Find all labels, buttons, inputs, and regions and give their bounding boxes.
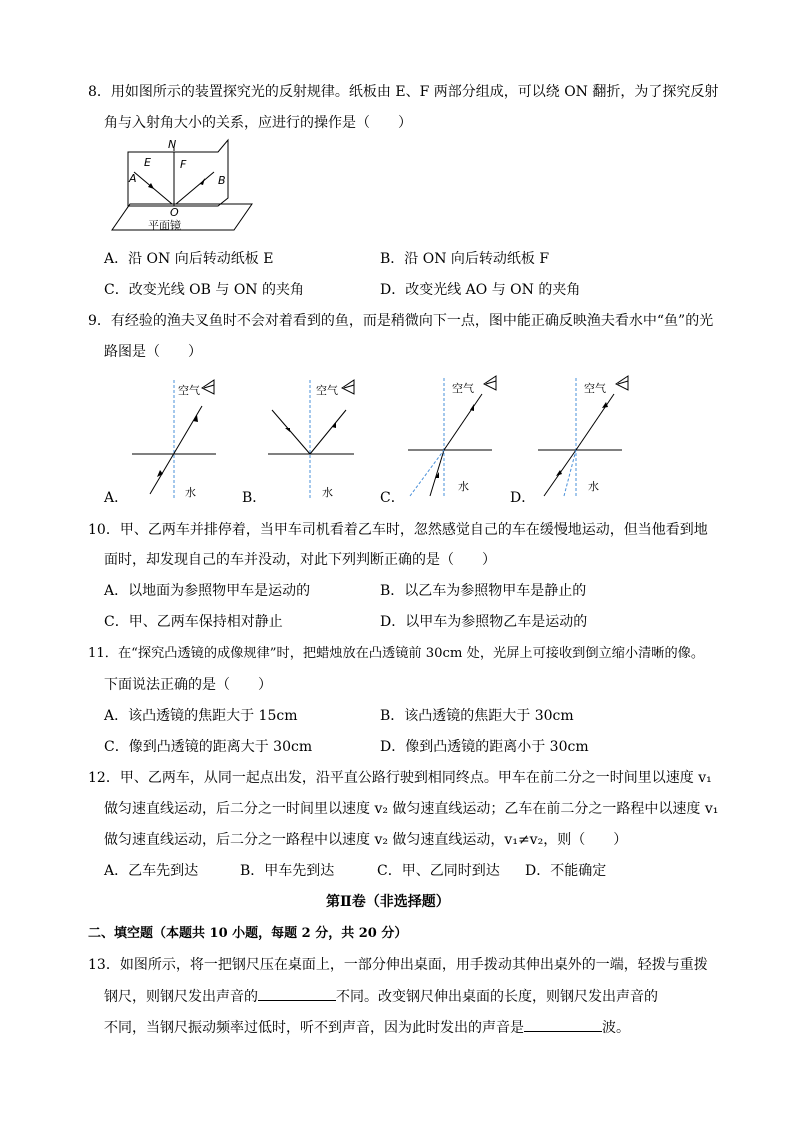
fig9c-eye-icon bbox=[484, 376, 496, 390]
fig8-B: B bbox=[218, 174, 226, 187]
part-heading: 二、填空题（本题共 10 小题，每题 2 分，共 20 分） bbox=[88, 926, 408, 941]
q9-figure-c-letter: C． bbox=[380, 490, 405, 506]
q9-figure-d-letter: D． bbox=[510, 490, 536, 506]
q13-stem-line3 bbox=[104, 1017, 630, 1038]
fig9a-air: 空气 bbox=[178, 384, 200, 397]
q13-blank-2[interactable] bbox=[524, 1017, 602, 1032]
q13-line2-part2: 不同。改变钢尺伸出桌面的长度，则钢尺发出声音的 bbox=[336, 989, 658, 1005]
q8-option-a: A．沿 ON 向后转动纸板 E bbox=[104, 251, 274, 267]
q9-figure-c bbox=[404, 372, 504, 500]
q9-figure-a-letter: A． bbox=[104, 490, 129, 506]
q12-option-b: B．甲车先到达 bbox=[240, 863, 335, 879]
q10-stem-line2: 面时，却发现自己的车并没动，对此下列判断正确的是（ ） bbox=[104, 552, 496, 568]
fig8-N: N bbox=[168, 138, 177, 151]
q11-stem-line2: 下面说法正确的是（ ） bbox=[104, 677, 272, 693]
q9-figure-a bbox=[130, 374, 220, 500]
q13-line3-part2: 波。 bbox=[602, 1020, 630, 1036]
fig9d-eye-icon bbox=[616, 376, 628, 390]
q11-option-c: C．像到凸透镜的距离大于 30cm bbox=[104, 739, 313, 755]
q13-stem-line1: 13．如图所示，将一把钢尺压在桌面上，一部分伸出桌面，用手拨动其伸出桌外的一端，轻拨与重拨 bbox=[88, 957, 708, 973]
q9-stem-line2: 路图是（ ） bbox=[104, 344, 202, 360]
q8-reflection-figure bbox=[110, 138, 260, 240]
fig8-F: F bbox=[180, 158, 187, 171]
fig9d-air: 空气 bbox=[584, 382, 606, 395]
fig8-A: A bbox=[129, 172, 137, 185]
fig8-mirror-label: 平面镜 bbox=[148, 219, 181, 232]
fig9b-water: 水 bbox=[322, 486, 333, 499]
q8-stem-line2: 角与入射角大小的关系，应进行的操作是（ ） bbox=[104, 115, 412, 131]
q13-blank-1[interactable] bbox=[258, 986, 336, 1001]
q12-option-c: C．甲、乙同时到达 bbox=[377, 863, 500, 879]
q8-stem-line1: 8．用如图所示的装置探究光的反射规律。纸板由 E、F 两部分组成，可以绕 ON 翻折，为了探究反射 bbox=[88, 84, 719, 100]
fig9a-eye-icon bbox=[202, 380, 214, 394]
fig9b-eye-icon bbox=[342, 380, 354, 394]
q13-line2-part1: 钢尺，则钢尺发出声音的 bbox=[104, 989, 258, 1005]
q9-figure-d bbox=[534, 372, 634, 500]
fig9c-air: 空气 bbox=[452, 382, 474, 395]
q12-stem-line3: 做匀速直线运动，后二分之一路程中以速度 v₂ 做匀速直线运动，v₁≠v₂，则（ ） bbox=[104, 832, 628, 848]
fig8-O: O bbox=[170, 206, 179, 219]
q10-option-c: C．甲、乙两车保持相对静止 bbox=[104, 614, 283, 630]
q13-stem-line2 bbox=[104, 986, 658, 1007]
fig9d-water: 水 bbox=[588, 480, 599, 493]
fig9c-water: 水 bbox=[458, 480, 469, 493]
q10-option-a: A．以地面为参照物甲车是运动的 bbox=[104, 583, 311, 599]
q11-option-d: D．像到凸透镜的距离小于 30cm bbox=[380, 739, 589, 755]
q11-option-a: A．该凸透镜的焦距大于 15cm bbox=[104, 708, 298, 724]
q9-stem-line1: 9．有经验的渔夫叉鱼时不会对着看到的鱼，而是稍微向下一点，图中能正确反映渔夫看水中“鱼”的光 bbox=[88, 313, 714, 329]
q12-stem-line1: 12．甲、乙两车，从同一起点出发，沿平直公路行驶到相同终点。甲车在前二分之一时间里以速度 v₁ bbox=[88, 770, 712, 786]
q8-option-c: C．改变光线 OB 与 ON 的夹角 bbox=[104, 282, 305, 298]
fig8-E: E bbox=[144, 156, 151, 169]
q10-option-d: D．以甲车为参照物乙车是运动的 bbox=[380, 614, 588, 630]
q8-option-b: B．沿 ON 向后转动纸板 F bbox=[380, 251, 550, 267]
q9-figure-b-letter: B． bbox=[242, 490, 267, 506]
q12-option-a: A．乙车先到达 bbox=[104, 863, 199, 879]
section-title: 第Ⅱ卷（非选择题） bbox=[326, 894, 450, 910]
q11-stem-line1: 11．在“探究凸透镜的成像规律”时，把蜡烛放在凸透镜前 30cm 处，光屏上可接收到倒立缩小清晰的像。 bbox=[88, 646, 705, 661]
q11-option-b: B．该凸透镜的焦距大于 30cm bbox=[380, 708, 574, 724]
q10-option-b: B．以乙车为参照物甲车是静止的 bbox=[380, 583, 587, 599]
q10-stem-line1: 10．甲、乙两车并排停着，当甲车司机看着乙车时，忽然感觉自己的车在缓慢地运动，但当他看到地 bbox=[88, 522, 708, 538]
fig9b-air: 空气 bbox=[316, 384, 338, 397]
q12-stem-line2: 做匀速直线运动，后二分之一时间里以速度 v₂ 做匀速直线运动；乙车在前二分之一路程中以速度 v₁ bbox=[104, 801, 719, 817]
q8-option-d: D．改变光线 AO 与 ON 的夹角 bbox=[380, 282, 581, 298]
q13-line3-part1: 不同，当钢尺振动频率过低时，听不到声音，因为此时发出的声音是 bbox=[104, 1020, 524, 1036]
q9-figure-b bbox=[264, 374, 360, 500]
fig9a-water: 水 bbox=[185, 486, 196, 499]
q12-option-d: D．不能确定 bbox=[525, 863, 607, 879]
